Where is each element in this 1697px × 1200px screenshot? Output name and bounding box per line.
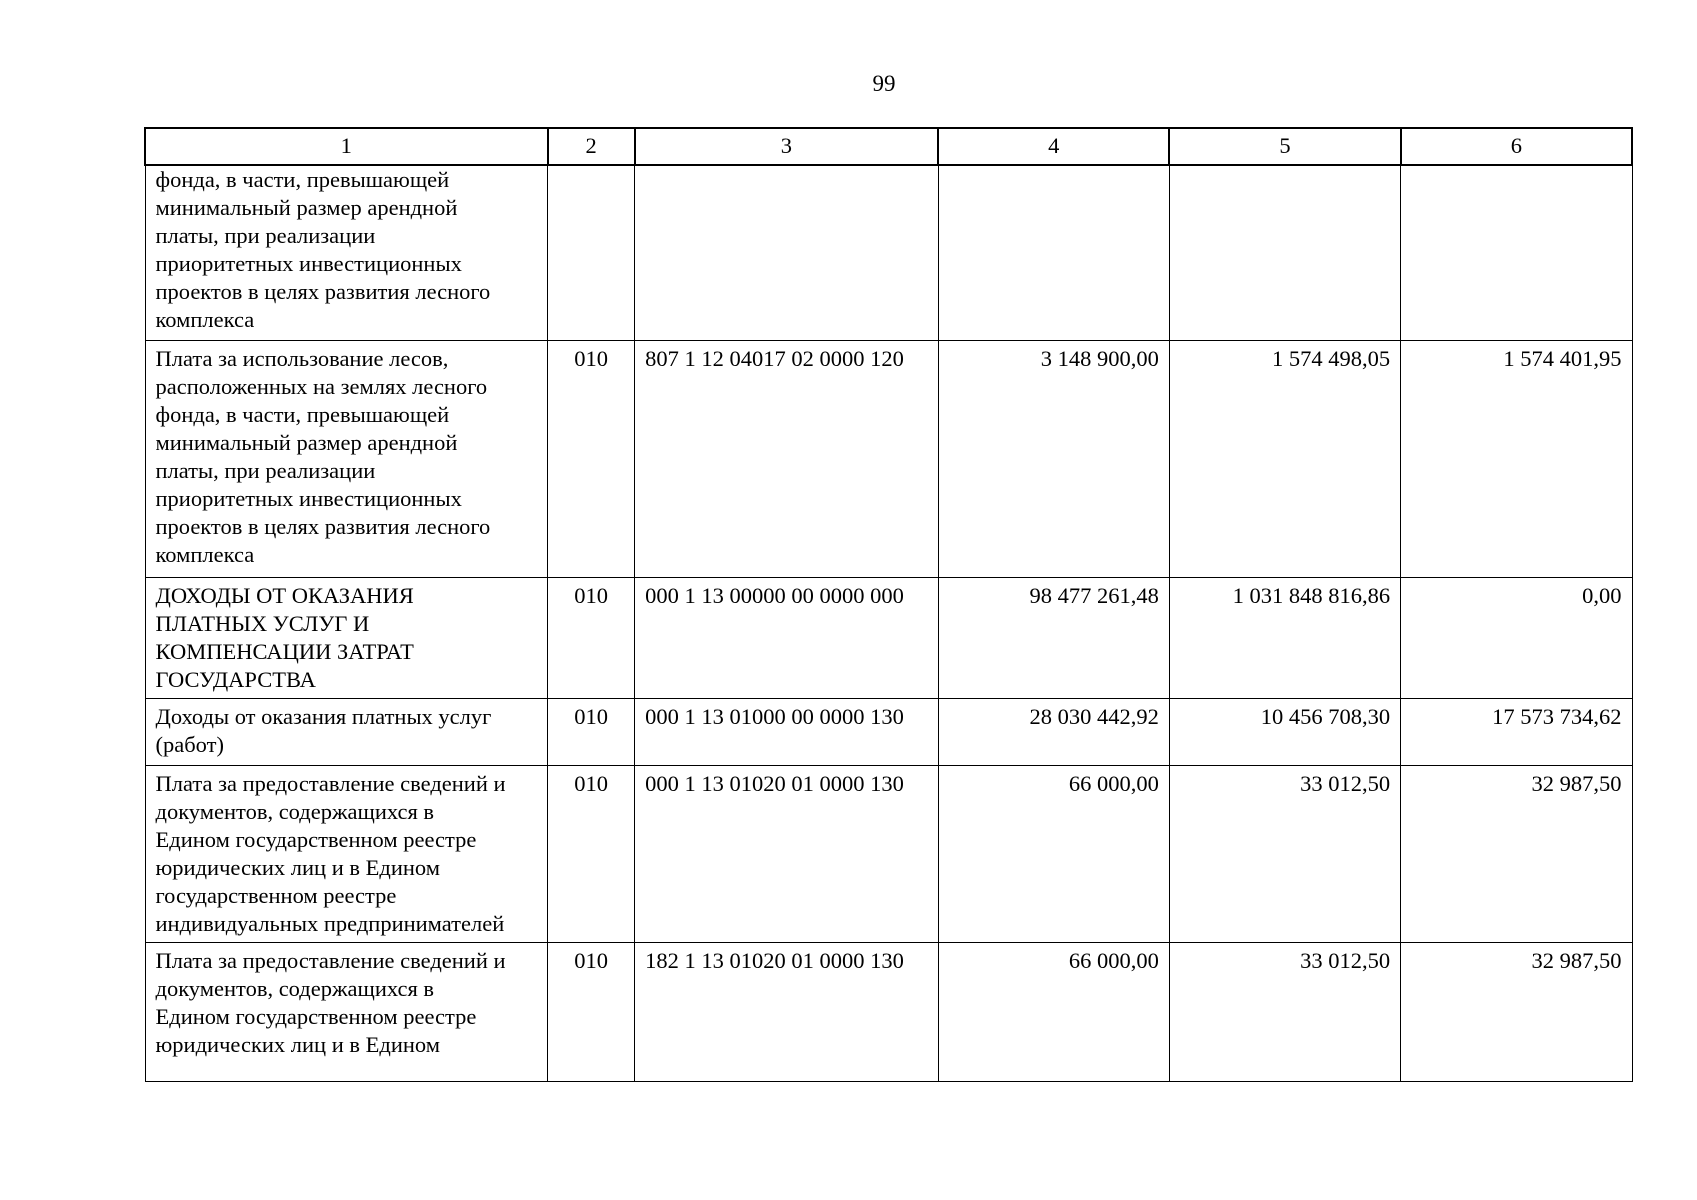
- header-col-6: 6: [1401, 128, 1632, 165]
- row-col6-value: 32 987,50: [1401, 943, 1632, 1082]
- row-col5-value: 1 574 498,05: [1169, 341, 1400, 578]
- row-name: фонда, в части, превышающей минимальный размер арендной платы, при реализации приоритетных инвестиционных проектов в целях развития лесного комплекса: [145, 165, 548, 341]
- row-col4-value: 28 030 442,92: [938, 699, 1169, 766]
- row-col4-value: [938, 165, 1169, 341]
- row-col5-value: 33 012,50: [1169, 766, 1400, 943]
- header-col-4: 4: [938, 128, 1169, 165]
- row-name: Плата за использование лесов, расположенных на землях лесного фонда, в части, превышающей минимальный размер арендной платы, при реализации приоритетных инвестиционных проектов в целях развития лесного комплекса: [145, 341, 548, 578]
- row-name: Плата за предоставление сведений и документов, содержащихся в Едином государственном реестре юридических лиц и в Едином: [145, 943, 548, 1082]
- row-line-code: 010: [548, 578, 635, 699]
- row-col6-value: 17 573 734,62: [1401, 699, 1632, 766]
- row-line-code: 010: [548, 699, 635, 766]
- row-col5-value: 1 031 848 816,86: [1169, 578, 1400, 699]
- row-col5-value: [1169, 165, 1400, 341]
- row-classification-code: 000 1 13 01000 00 0000 130: [635, 699, 938, 766]
- table-row: [145, 341, 1632, 578]
- row-col4-value: 3 148 900,00: [938, 341, 1169, 578]
- row-classification-code: 000 1 13 01020 01 0000 130: [635, 766, 938, 943]
- revenue-table: [144, 127, 1633, 1082]
- row-classification-code: 807 1 12 04017 02 0000 120: [635, 341, 938, 578]
- row-col4-value: 66 000,00: [938, 943, 1169, 1082]
- row-classification-code: 182 1 13 01020 01 0000 130: [635, 943, 938, 1082]
- row-name: Доходы от оказания платных услуг (работ): [145, 699, 548, 766]
- table-row: [145, 578, 1632, 699]
- row-col6-value: 32 987,50: [1401, 766, 1632, 943]
- row-line-code: 010: [548, 766, 635, 943]
- row-name: ДОХОДЫ ОТ ОКАЗАНИЯ ПЛАТНЫХ УСЛУГ И КОМПЕНСАЦИИ ЗАТРАТ ГОСУДАРСТВА: [145, 578, 548, 699]
- row-col6-value: 1 574 401,95: [1401, 341, 1632, 578]
- header-col-3: 3: [635, 128, 938, 165]
- row-classification-code: 000 1 13 00000 00 0000 000: [635, 578, 938, 699]
- row-col4-value: 98 477 261,48: [938, 578, 1169, 699]
- row-line-code: [548, 165, 635, 341]
- header-col-2: 2: [548, 128, 635, 165]
- row-col5-value: 33 012,50: [1169, 943, 1400, 1082]
- header-col-1: 1: [145, 128, 548, 165]
- table-row: [145, 699, 1632, 766]
- table-row: [145, 943, 1632, 1082]
- row-line-code: 010: [548, 341, 635, 578]
- header-col-5: 5: [1169, 128, 1400, 165]
- row-col5-value: 10 456 708,30: [1169, 699, 1400, 766]
- table-row: [145, 165, 1632, 341]
- row-line-code: 010: [548, 943, 635, 1082]
- row-col6-value: [1401, 165, 1632, 341]
- header-row: [145, 128, 1632, 165]
- row-classification-code: [635, 165, 938, 341]
- row-col6-value: 0,00: [1401, 578, 1632, 699]
- table-row: [145, 766, 1632, 943]
- page-number: 99: [872, 71, 896, 96]
- row-name: Плата за предоставление сведений и документов, содержащихся в Едином государственном реестре юридических лиц и в Едином государственном реестре индивидуальных предпринимателей: [145, 766, 548, 943]
- row-col4-value: 66 000,00: [938, 766, 1169, 943]
